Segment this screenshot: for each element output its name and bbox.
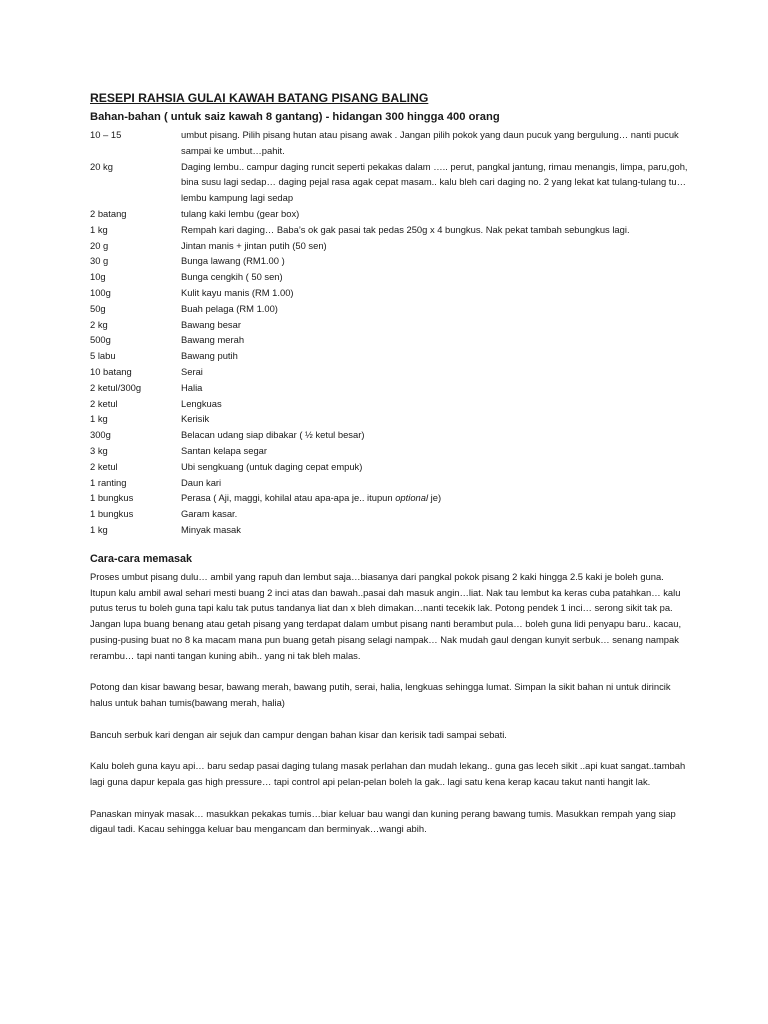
ingredient-description: Jintan manis + jintan putih (50 sen)	[181, 239, 327, 251]
method-paragraph: Potong dan kisar bawang besar, bawang merah, bawang putih, serai, halia, lengkuas sehingga lumat. Simpan la sikit bahan ni untuk dirincik halus untuk bahan tumis(bawang merah, halia)	[90, 681, 671, 709]
ingredient-description: Bawang merah	[181, 334, 245, 346]
ingredient-description-text: je)	[428, 492, 442, 504]
ingredient-row	[90, 490, 690, 506]
method-paragraph: Proses umbut pisang dulu… ambil yang rapuh dan lembut saja…biasanya dari pangkal pokok pisang 2 kaki hingga 2.5 kaki je boleh guna. Itupun kalu ambil awal sehari mesti buang 2 inci atas dan bawah..pasai dah masuk angin…liat. Nak tau lembut ka keras cuba patahkan… kalu putus terus tu boleh guna tapi kalu tak putus tandanya liat dan x bleh dimakan…nanti tecekik lak. Potong pendek 1 inci… serong sikit tak pa. Jangan lupa buang benang atau getah pisang yang terdapat dalam umbut pisang nanti berambut pula… boleh guna lidi penyapu baru.. kacau, pusing-pusing buat no 8 ka macam mana pun buang getah pisang selagi nampak… Nak mudah gaul dengan kunyit serbuk… senang nampak rerambu… tapi nanti tangan kuning abih.. yang ni tak bleh malas.	[90, 570, 682, 661]
method-paragraph: Bancuh serbuk kari dengan air sejuk dan campur dengan bahan kisar dan kerisik tadi sampai sebati.	[90, 728, 507, 740]
ingredient-row	[90, 159, 690, 206]
ingredient-description: Serai	[181, 365, 203, 377]
ingredient-row	[90, 317, 690, 333]
ingredient-row	[90, 380, 690, 396]
ingredient-description: Belacan udang siap dibakar ( ½ ketul besar)	[181, 429, 365, 441]
ingredient-description: Buah pelaga (RM 1.00)	[181, 302, 278, 314]
ingredient-row	[90, 443, 690, 459]
ingredients-list	[90, 127, 690, 538]
ingredient-quantity: 30 g	[90, 255, 109, 267]
recipe-title: RESEPI RAHSIA GULAI KAWAH BATANG PISANG BALING	[90, 91, 429, 105]
ingredient-description-italic: optional	[395, 492, 429, 504]
ingredient-row	[90, 253, 690, 269]
ingredient-row	[90, 222, 690, 238]
ingredient-row	[90, 396, 690, 412]
ingredient-quantity: 1 bungkus	[90, 492, 134, 504]
ingredient-description: Daun kari	[181, 476, 222, 488]
ingredient-quantity: 1 kg	[90, 413, 108, 425]
ingredient-quantity: 3 kg	[90, 444, 108, 456]
ingredient-row	[90, 348, 690, 364]
ingredient-description: Daging lembu.. campur daging runcit seperti pekakas dalam ….. perut, pangkal jantung, rimau menangis, limpa, paru,goh, bina susu lagi sedap… daging pejal rasa agak cepat masam.. kalu bleh cari daging no. 2 yang lekat kat tulang-tulang tu… lembu kampung lagi sedap	[181, 160, 688, 204]
ingredient-quantity: 1 kg	[90, 523, 108, 535]
ingredient-quantity: 2 kg	[90, 318, 108, 330]
ingredient-quantity: 20 kg	[90, 160, 113, 172]
ingredient-row	[90, 459, 690, 475]
ingredient-row	[90, 411, 690, 427]
ingredient-row	[90, 364, 690, 380]
method-heading: Cara-cara memasak	[90, 552, 193, 565]
ingredient-row	[90, 332, 690, 348]
recipe-document	[90, 90, 690, 853]
ingredient-row	[90, 206, 690, 222]
ingredient-row	[90, 238, 690, 254]
ingredient-description: Bunga lawang (RM1.00 )	[181, 255, 285, 267]
ingredient-quantity: 2 ketul	[90, 460, 118, 472]
ingredient-quantity: 2 ketul/300g	[90, 381, 142, 393]
ingredient-description: Halia	[181, 381, 203, 393]
ingredient-row	[90, 285, 690, 301]
ingredient-quantity: 50g	[90, 302, 106, 314]
ingredient-row	[90, 127, 690, 159]
ingredient-description: Rempah kari daging… Baba’s ok gak pasai tak pedas 250g x 4 bungkus. Nak pekat tambah sebungkus lagi.	[181, 223, 630, 235]
ingredient-description: Kerisik	[181, 413, 210, 425]
ingredient-quantity: 1 ranting	[90, 476, 127, 488]
ingredient-description	[181, 490, 690, 506]
ingredient-description: Lengkuas	[181, 397, 222, 409]
ingredient-description: Bawang putih	[181, 350, 238, 362]
ingredient-description: Ubi sengkuang (untuk daging cepat empuk)	[181, 460, 363, 472]
ingredient-description: Garam kasar.	[181, 508, 238, 520]
ingredient-row	[90, 506, 690, 522]
method-paragraph: Panaskan minyak masak… masukkan pekakas tumis…biar keluar bau wangi dan kuning perang bawang tumis. Masukkan rempah yang siap digaul tadi. Kacau sehingga keluar bau mengancam dan berminyak…wangi abih.	[90, 807, 676, 835]
ingredient-description: Bawang besar	[181, 318, 241, 330]
ingredient-description: Santan kelapa segar	[181, 444, 268, 456]
ingredient-row	[90, 269, 690, 285]
method-paragraph: Kalu boleh guna kayu api… baru sedap pasai daging tulang masak perlahan dan mudah lekang.. guna gas leceh sikit ..api kuat sangat..tambah lagi guna dapur kepala gas high pressure… tapi control api pelan-pelan boleh la gak.. lagi satu kena kerap kacau takut nanti hangit lak.	[90, 760, 686, 788]
ingredients-subtitle: Bahan-bahan ( untuk saiz kawah 8 gantang) - hidangan 300 hingga 400 orang	[90, 111, 500, 123]
ingredient-quantity: 2 batang	[90, 207, 127, 219]
ingredient-quantity: 1 bungkus	[90, 508, 134, 520]
ingredient-quantity: 20 g	[90, 239, 109, 251]
ingredient-description: Kulit kayu manis (RM 1.00)	[181, 286, 294, 298]
ingredient-quantity: 10 – 15	[90, 129, 122, 140]
ingredient-row	[90, 427, 690, 443]
ingredient-row	[90, 522, 690, 538]
ingredient-quantity: 100g	[90, 286, 111, 298]
ingredient-quantity: 300g	[90, 429, 111, 441]
ingredient-description: Minyak masak	[181, 523, 241, 535]
ingredient-quantity: 2 ketul	[90, 397, 118, 409]
ingredient-quantity: 10g	[90, 271, 106, 283]
ingredient-quantity: 10 batang	[90, 365, 132, 377]
ingredient-description: umbut pisang. Pilih pisang hutan atau pisang awak . Jangan pilih pokok yang daun pucuk yang bergulung… nanti pucuk sampai ke umbut…pahit.	[181, 129, 679, 156]
method-section	[90, 569, 690, 838]
ingredient-description: Bunga cengkih ( 50 sen)	[181, 271, 283, 283]
ingredient-description: tulang kaki lembu (gear box)	[181, 207, 300, 219]
ingredient-quantity: 1 kg	[90, 223, 108, 235]
ingredient-row	[90, 301, 690, 317]
ingredient-row	[90, 475, 690, 491]
ingredient-quantity: 5 labu	[90, 350, 116, 362]
ingredient-quantity: 500g	[90, 334, 111, 346]
ingredient-description-text: Perasa ( Aji, maggi, kohilal atau apa-apa je.. itupun	[181, 492, 396, 504]
